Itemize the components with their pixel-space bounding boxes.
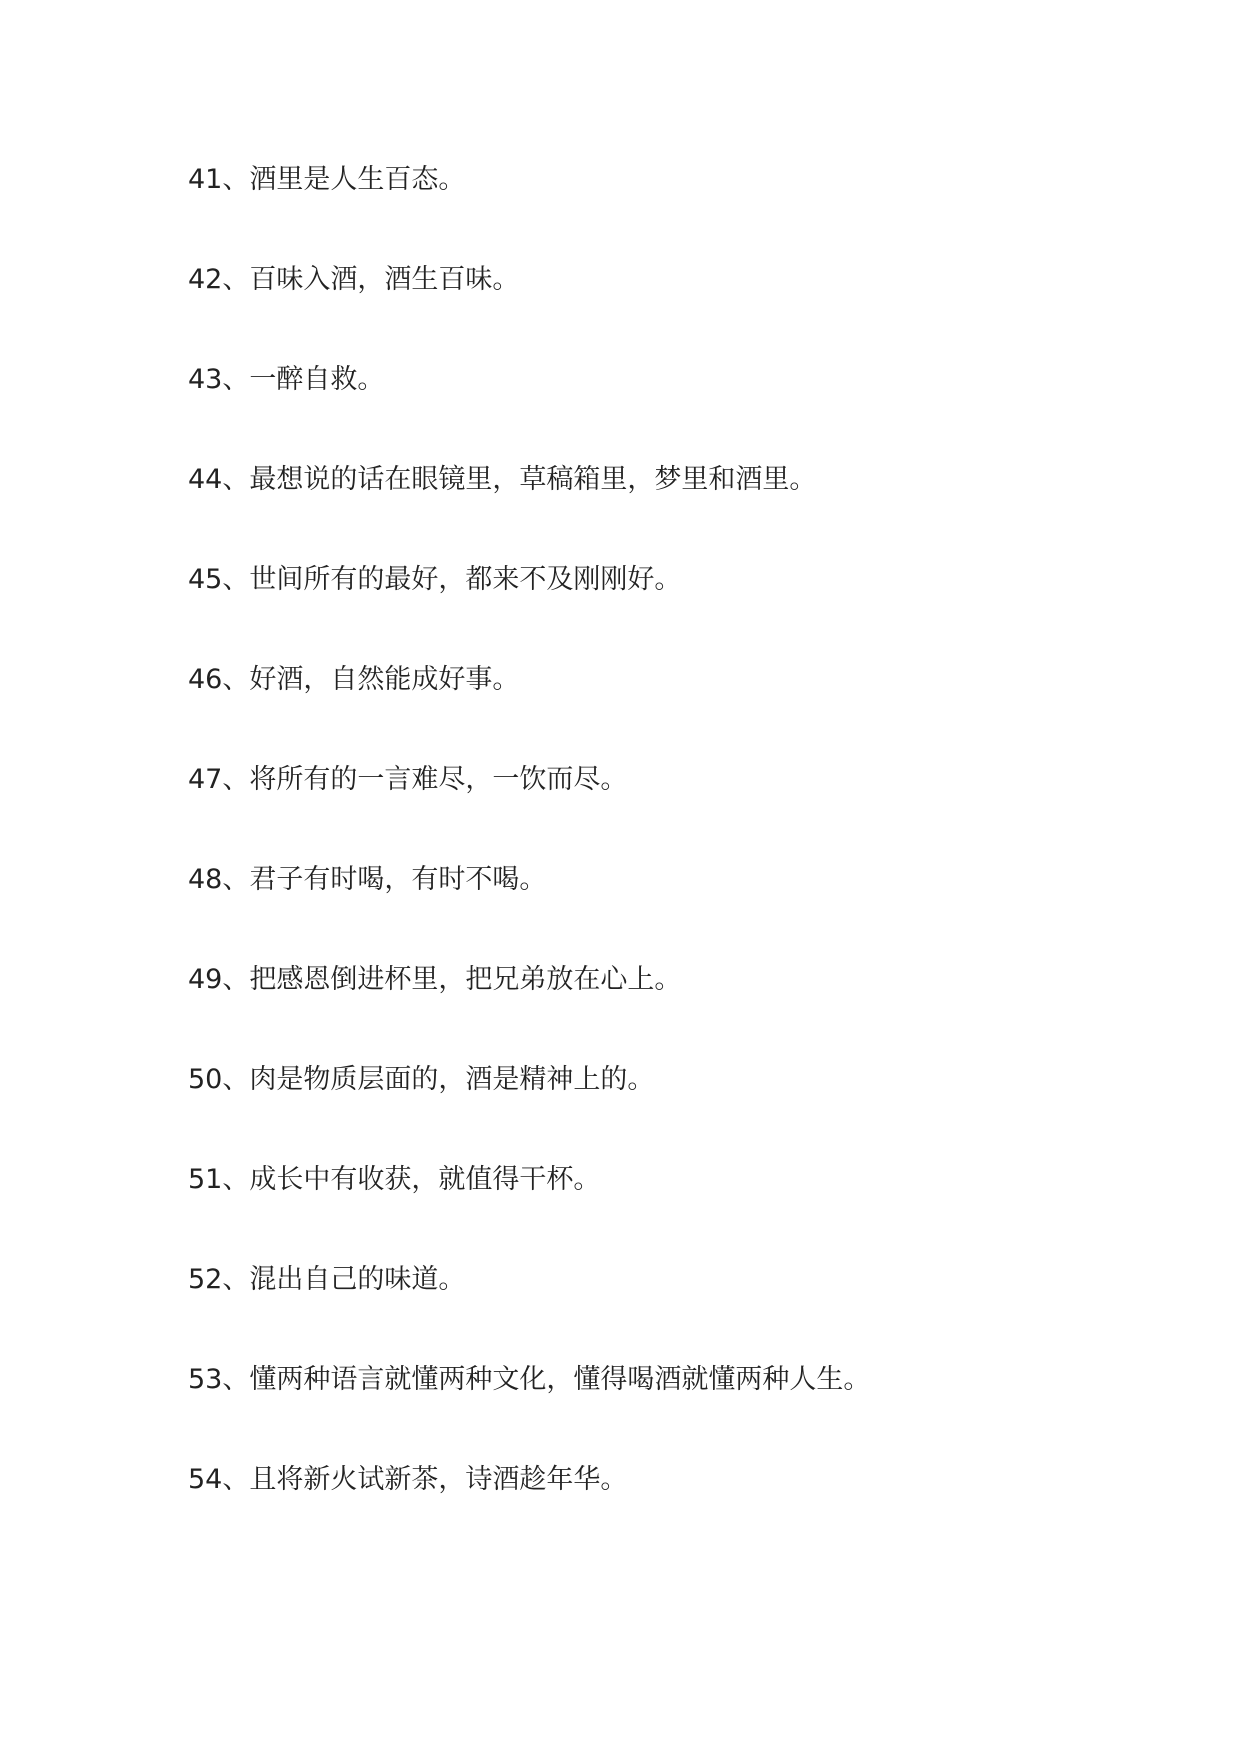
list-item: 44、最想说的话在眼镜里，草稿箱里，梦里和酒里。: [188, 464, 817, 495]
list-item: 42、百味入酒，酒生百味。: [188, 264, 520, 295]
list-item: 43、一醉自救。: [188, 364, 385, 395]
list-item: 51、成长中有收获，就值得干杯。: [188, 1164, 601, 1195]
list-item: 48、君子有时喝，有时不喝。: [188, 864, 547, 895]
list-item: 52、混出自己的味道。: [188, 1264, 466, 1295]
list-item: 41、酒里是人生百态。: [188, 164, 466, 195]
list-item: 46、好酒，自然能成好事。: [188, 664, 520, 695]
list-item: 45、世间所有的最好，都来不及刚刚好。: [188, 564, 682, 595]
quote-list: [188, 162, 870, 1562]
list-item: 50、肉是物质层面的，酒是精神上的。: [188, 1064, 655, 1095]
list-item: 53、懂两种语言就懂两种文化，懂得喝酒就懂两种人生。: [188, 1364, 871, 1395]
list-item: 49、把感恩倒进杯里，把兄弟放在心上。: [188, 964, 682, 995]
list-item: 54、且将新火试新茶，诗酒趁年华。: [188, 1464, 628, 1495]
list-item: 47、将所有的一言难尽，一饮而尽。: [188, 764, 628, 795]
